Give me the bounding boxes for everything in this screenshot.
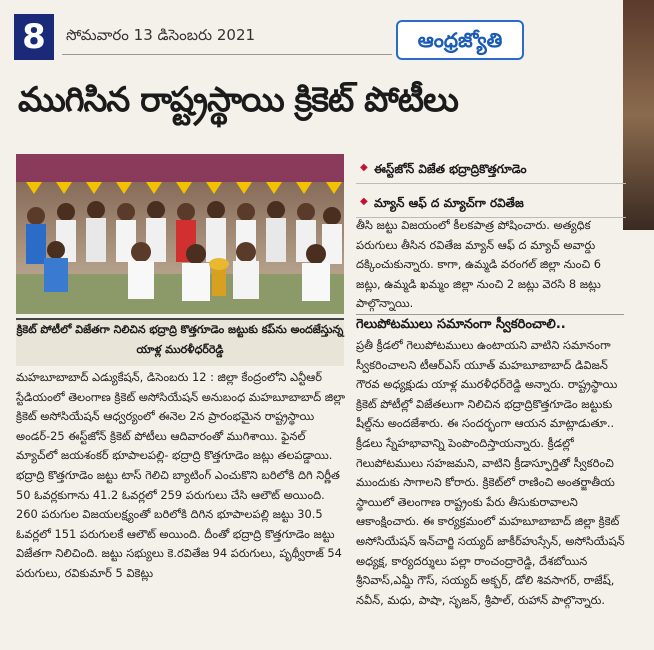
page-number: 8: [14, 14, 54, 60]
masthead: [0, 0, 654, 70]
body-text: ప్రతీ క్రీడలో గెలుపోటములు ఉంటాయని వాటిని సమానంగా స్వీకరించాలని టీఆర్ఎస్ యూత్ మహబూబాబాద్ డివిజన్ గౌరవ అధ్యక్షుడు యాళ్ల మురళీధర్‌రెడ్డి అన్నారు. రాష్ట్రస్థాయి క్రికెట్ పోటీల్లో విజేతలుగా నిలిచిన భద్రాద్రికొత్తగూడెం జట్టుకు షీల్డ్‌ను అందజేశారు. ఈ సందర్భంగా ఆయన మాట్లాడుతూ.. క్రీడలు స్నేహభావాన్ని పెంపొందిస్తాయన్నారు. క్రీడల్లో గెలుపోటములు సహజమని, వాటిని క్రీడాస్ఫూర్తితో స్వీకరించి ముందుకు సాగాలని కోరారు. క్రికెట్‌లో రాణించి అంతర్జాతీయ స్థాయిలో తెలంగాణ రాష్ట్రంకు పేరు తీసుకురావాలని ఆకాంక్షించారు. ఈ కార్యక్రమంలో మహబూబాబాద్ జిల్లా క్రికెట్ అసోసియేషన్ ఇన్‌చార్జి సయ్యద్ జాకీర్‌హుస్సేన్, అసోసియేషన్ అధ్యక్ష, కార్యదర్శులు పల్లా రాంచంద్రారెడ్డి, దేశబోయిన శ్రీనివాస్,ఎమ్డీ గౌస్, సయ్యద్ అక్బర్, డోలి శివసాగర్, రాజేష్, నవీన్, మధు, పాషా, సృజన్, శ్రీపాల్, రుహాన్ పాల్గొన్నారు.: [356, 338, 625, 607]
right-column-bottom: [356, 336, 626, 636]
article-headline: ముగిసిన రాష్ట్రస్థాయి క్రికెట్ పోటీలు: [18, 80, 458, 120]
body-text: మహబూబాబాద్ ఎడ్యుకేషన్, డిసెంబరు 12 : జిల్లా కేంద్రంలోని ఎన్టీఆర్ స్టేడియంలో తెలంగాణ క్రికెట్ అసోసియేషన్ అనుబంధ మహబూబాబాద్ జిల్లా క్రికెట్ అసోసియేషన్ ఆధ్వర్యంలో ఈనెల 2న ప్రారంభమైన రాష్ట్రస్థాయి అండర్-25 ఈస్ట్‌జోన్ క్రికెట్ పోటీలు ఆదివారంతో ముగిశాయి. ఫైనల్ మ్యాచ్‌లో జయశంకర్ భూపాలపల్లి- భద్రాద్రి కొత్తగూడెం జట్లు తలపడ్డాయి. భద్రాద్రి కొత్తగూడెం జట్టు టాస్ గెలిచి బ్యాటింగ్ ఎంచుకొని బరిలోకి దిగి నిర్ణీత 50 ఓవర్లకుగాను 41.2 ఓవర్లలో 259 పరుగులు చేసి ఆలౌట్ అయింది. 260 పరుగుల విజయలక్ష్యంతో బరిలోకి దిగిన భూపాలపల్లి జట్టు 30.5 ఓవర్లలో 151 పరుగులకే ఆలౌట్ అయింది. దీంతో భద్రాద్రి కొత్తగూడెం జట్టు విజేతగా నిలిచింది. జట్టు సభ్యులు కె.రవితేజ 94 పరుగులు, పృథ్వీరాజ్ 54 పరుగులు, రవికుమార్ 5 వికెట్లు: [16, 370, 346, 580]
adjacent-photo-edge: [623, 0, 654, 230]
photo-caption: క్రికెట్ పోటీలో విజేతగా నిలిచిన భద్రాద్రి కొత్తగూడెం జట్టుకు కప్‌ను అందజేస్తున్న యాళ్ల మురళీధర్‌రెడ్డి: [16, 318, 344, 366]
header-rule: [62, 54, 392, 55]
right-column-top: [356, 216, 626, 314]
highlight-item: ◆ ఈస్ట్‌జోన్ విజేత భద్రాద్రికొత్తగూడెం: [356, 158, 626, 184]
body-text: తీసి జట్టు విజయంలో కీలకపాత్ర పోషించారు. అత్యధిక పరుగులు తీసిన రవితేజ మ్యాన్ ఆఫ్ ద మ్యాచ్ అవార్డు దక్కించుకున్నారు. కాగా, ఉమ్మడి వరంగల్ జిల్లా నుంచి 6 జట్లు, ఉమ్మడి ఖమ్మం జిల్లా నుంచి 2 జట్లు వెరసి 8 జట్లు పాల్గొన్నాయి.: [356, 218, 602, 311]
subheading: గెలుపోటములు సమానంగా స్వీకరించాలి..: [356, 314, 624, 335]
highlight-item: ◆ మ్యాన్ ఆఫ్ ద మ్యాచ్‌గా రవితేజ: [356, 192, 626, 218]
newspaper-logo: ఆంధ్రజ్యోతి: [396, 20, 524, 60]
date-line: సోమవారం 13 డిసెంబరు 2021: [66, 26, 256, 44]
team-photo: [16, 154, 344, 314]
left-column: [16, 368, 346, 638]
